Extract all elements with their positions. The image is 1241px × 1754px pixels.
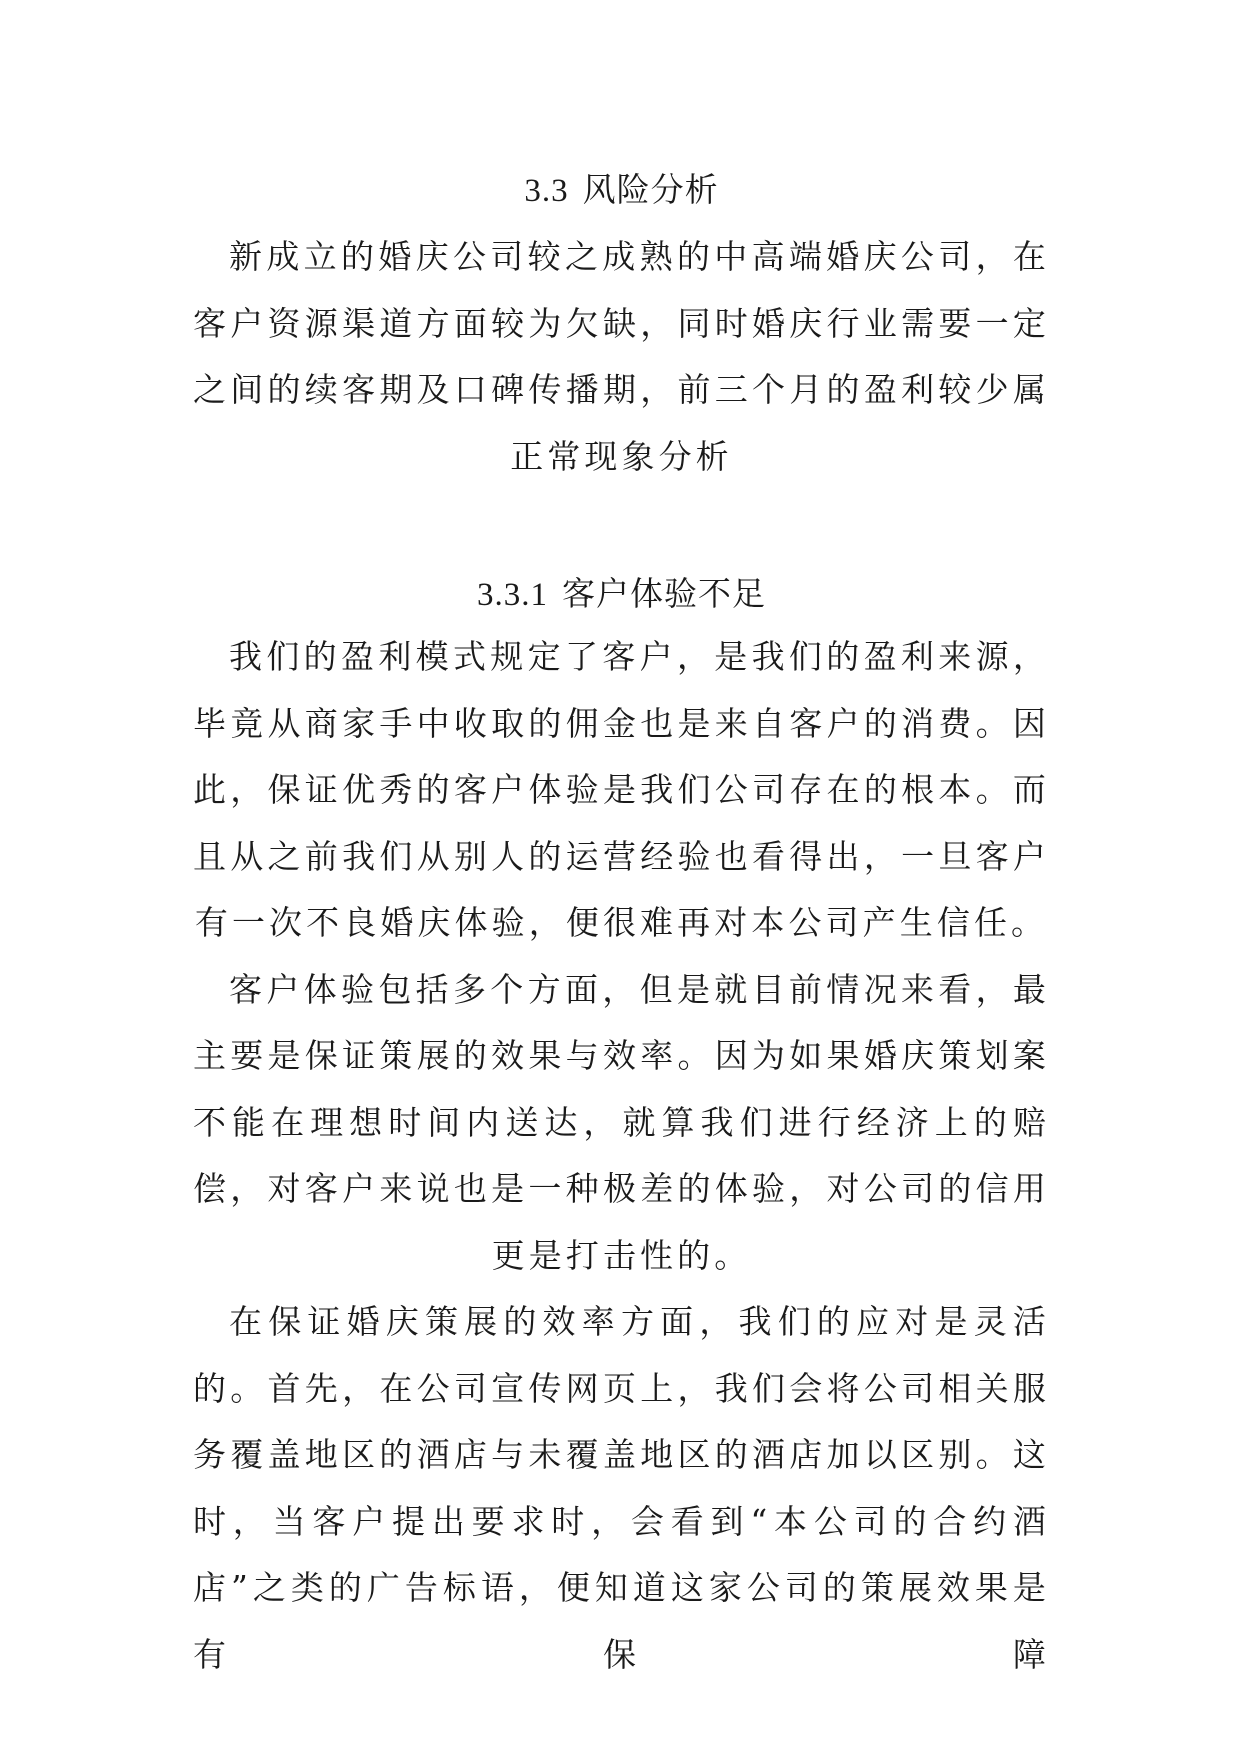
subsection-paragraph-2: 客户体验包括多个方面，但是就目前情况来看，最主要是保证策展的效果与效率。因为如果婚庆策划案不能在理想时间内送达，就算我们进行经济上的赔偿，对客户来说也是一种极差的体验，对公司的信用更是打击性的。 xyxy=(193,969,1050,1275)
section-number: 3.3 xyxy=(524,173,569,209)
subsection-paragraph-1: 我们的盈利模式规定了客户，是我们的盈利来源，毕竟从商家手中收取的佣金也是来自客户的消费。因此，保证优秀的客户体验是我们公司存在的根本。而且从之前我们从别人的运营经验也看得出，一旦客户有一次不良婚庆体验，便很难再对本公司产生信任。 xyxy=(193,637,1050,942)
document-page xyxy=(193,160,1050,1688)
subsection-number: 3.3.1 xyxy=(477,577,548,613)
subsection-paragraph-3: 在保证婚庆策展的效率方面，我们的应对是灵活的。首先，在公司宣传网页上，我们会将公司相关服务覆盖地区的酒店与未覆盖地区的酒店加以区别。这时，当客户提出要求时，会看到“本公司的合约酒店”之类的广告标语，便知道这家公司的策展效果是有保障 xyxy=(193,1302,1050,1674)
subsection-title: 客户体验不足 xyxy=(562,574,766,613)
section-title: 风险分析 xyxy=(582,170,719,209)
section-heading xyxy=(193,160,1050,220)
section-paragraph: 新成立的婚庆公司较之成熟的中高端婚庆公司，在客户资源渠道方面较为欠缺，同时婚庆行业需要一定之间的续客期及口碑传播期，前三个月的盈利较少属正常现象分析 xyxy=(193,237,1050,476)
subsection-heading xyxy=(193,564,1050,624)
